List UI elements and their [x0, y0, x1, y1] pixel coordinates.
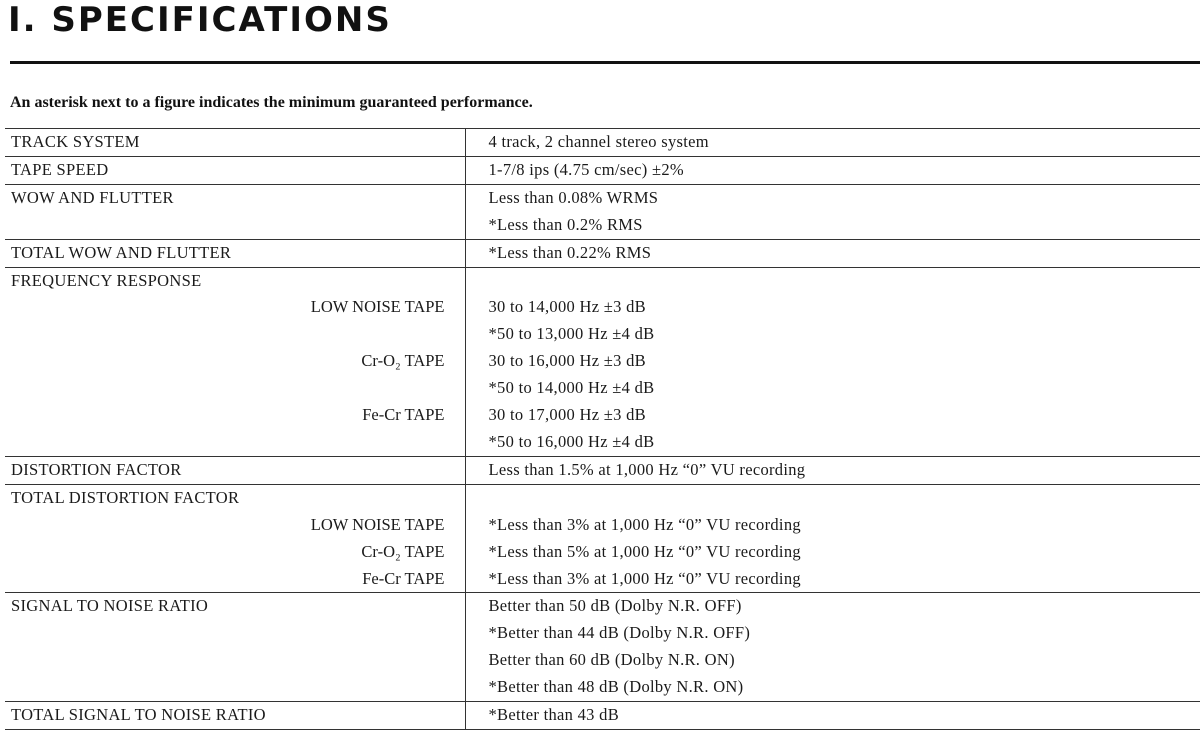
spec-row	[5, 456, 1200, 484]
spec-row	[5, 429, 1200, 456]
spec-row	[5, 593, 1200, 620]
spec-label: TOTAL DISTORTION FACTOR	[5, 484, 465, 511]
spec-row	[5, 375, 1200, 402]
spec-row	[5, 184, 1200, 211]
spec-sub-label: Cr-O₂ TAPE	[361, 541, 445, 561]
spec-label	[5, 375, 465, 402]
spec-value: *50 to 14,000 Hz ±4 dB	[465, 375, 1200, 402]
spec-row	[5, 620, 1200, 647]
spec-label: TOTAL SIGNAL TO NOISE RATIO	[5, 702, 465, 730]
spec-row	[5, 402, 1200, 429]
spec-row	[5, 348, 1200, 375]
spec-value: *Less than 3% at 1,000 Hz “0” VU recording	[465, 566, 1200, 593]
title-rule	[10, 61, 1200, 64]
spec-row	[5, 512, 1200, 539]
spec-label: SIGNAL TO NOISE RATIO	[5, 593, 465, 620]
spec-row	[5, 267, 1200, 294]
spec-value: *50 to 13,000 Hz ±4 dB	[465, 321, 1200, 348]
spec-label	[5, 647, 465, 674]
intro-note: An asterisk next to a figure indicates the minimum guaranteed performance.	[10, 94, 533, 111]
spec-row	[5, 294, 1200, 321]
spec-sub-label: LOW NOISE TAPE	[310, 297, 445, 317]
spec-row	[5, 156, 1200, 184]
spec-row	[5, 239, 1200, 267]
spec-value	[465, 267, 1200, 294]
spec-value: Better than 60 dB (Dolby N.R. ON)	[465, 647, 1200, 674]
spec-label: TAPE SPEED	[5, 156, 465, 184]
spec-row	[5, 212, 1200, 239]
spec-value: 30 to 16,000 Hz ±3 dB	[465, 348, 1200, 375]
spec-table-body	[5, 129, 1200, 730]
spec-value: 4 track, 2 channel stereo system	[465, 129, 1200, 157]
spec-value: *50 to 16,000 Hz ±4 dB	[465, 429, 1200, 456]
spec-row	[5, 702, 1200, 730]
spec-label: FREQUENCY RESPONSE	[5, 267, 465, 294]
spec-label	[5, 212, 465, 239]
spec-row	[5, 129, 1200, 157]
spec-row	[5, 539, 1200, 566]
spec-value: Better than 50 dB (Dolby N.R. OFF)	[465, 593, 1200, 620]
spec-value: *Less than 0.22% RMS	[465, 239, 1200, 267]
spec-row	[5, 674, 1200, 701]
spec-label	[5, 321, 465, 348]
spec-sub-label: Fe-Cr TAPE	[362, 568, 445, 588]
spec-label: TRACK SYSTEM	[5, 129, 465, 157]
spec-row	[5, 321, 1200, 348]
spec-row	[5, 484, 1200, 511]
spec-label	[5, 429, 465, 456]
spec-value: 30 to 14,000 Hz ±3 dB	[465, 294, 1200, 321]
spec-sub-label: Cr-O₂ TAPE	[361, 351, 445, 371]
spec-sub-label: LOW NOISE TAPE	[310, 514, 445, 534]
spec-value: 1-7/8 ips (4.75 cm/sec) ±2%	[465, 156, 1200, 184]
spec-value	[465, 484, 1200, 511]
spec-label	[5, 620, 465, 647]
spec-value: Less than 1.5% at 1,000 Hz “0” VU recording	[465, 456, 1200, 484]
spec-value: *Better than 43 dB	[465, 702, 1200, 730]
spec-value: Less than 0.08% WRMS	[465, 184, 1200, 211]
spec-label: WOW AND FLUTTER	[5, 184, 465, 211]
spec-sub-label: Fe-Cr TAPE	[362, 405, 445, 425]
spec-value: *Less than 3% at 1,000 Hz “0” VU recording	[465, 512, 1200, 539]
spec-label	[5, 674, 465, 701]
spec-label: TOTAL WOW AND FLUTTER	[5, 239, 465, 267]
spec-row	[5, 647, 1200, 674]
spec-value: *Less than 5% at 1,000 Hz “0” VU recording	[465, 539, 1200, 566]
spec-row	[5, 566, 1200, 593]
spec-value: *Better than 48 dB (Dolby N.R. ON)	[465, 674, 1200, 701]
spec-value: *Better than 44 dB (Dolby N.R. OFF)	[465, 620, 1200, 647]
spec-value: *Less than 0.2% RMS	[465, 212, 1200, 239]
spec-table	[5, 128, 1200, 730]
page-title: I. SPECIFICATIONS	[8, 0, 392, 40]
spec-value: 30 to 17,000 Hz ±3 dB	[465, 402, 1200, 429]
spec-label: DISTORTION FACTOR	[5, 456, 465, 484]
